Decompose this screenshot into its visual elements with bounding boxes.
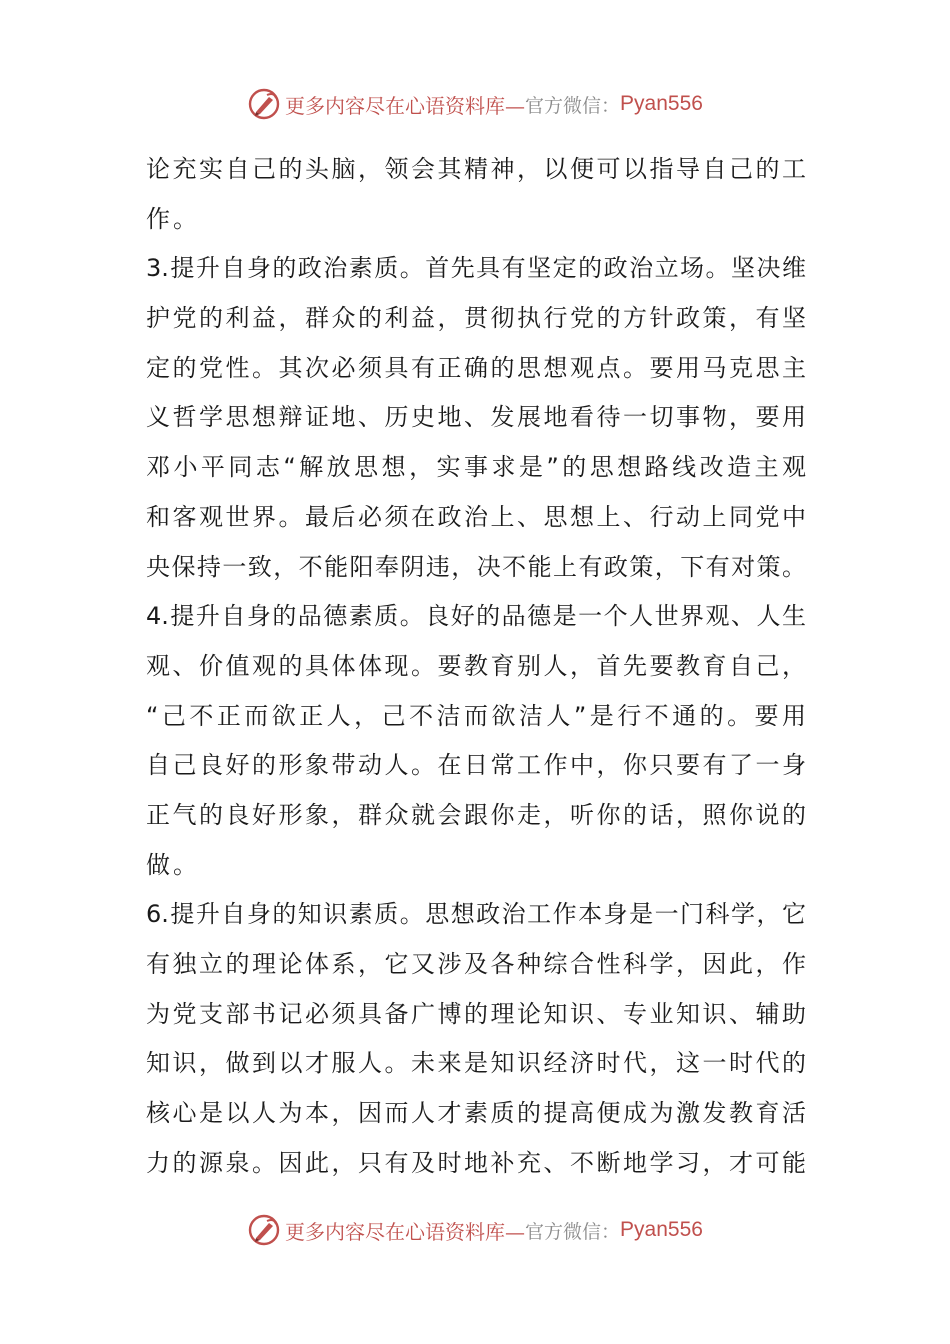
body-line: 有独立的理论体系，它又涉及各种综合性科学，因此，作 bbox=[146, 950, 806, 978]
header-wechat-id: Pyan556 bbox=[620, 92, 703, 115]
header-banner-text: 更多内容尽在心语资料库— bbox=[285, 93, 526, 118]
footer-wechat-id: Pyan556 bbox=[620, 1218, 703, 1241]
body-line: “己不正而欲正人，己不洁而欲洁人”是行不通的。要用 bbox=[146, 701, 806, 730]
footer-wechat-label: 官方微信： bbox=[525, 1220, 621, 1243]
body-line: 为党支部书记必须具备广博的理论知识、专业知识、辅助 bbox=[146, 999, 806, 1028]
body-line: 邓小平同志“解放思想，实事求是”的思想路线改造主观 bbox=[146, 453, 806, 482]
pen-logo-icon bbox=[247, 87, 281, 121]
body-line: 义哲学思想辩证地、历史地、发展地看待一切事物，要用 bbox=[146, 403, 806, 432]
document-body bbox=[146, 145, 806, 1188]
body-line: 作。 bbox=[146, 204, 200, 233]
body-line: 知识，做到以才服人。未来是知识经济时代，这一时代的 bbox=[146, 1049, 806, 1078]
body-line: 6.提升自身的知识素质。思想政治工作本身是一门科学，它 bbox=[146, 900, 806, 929]
body-line: 观、价值观的具体体现。要教育别人，首先要教育自己， bbox=[146, 651, 806, 680]
footer-banner bbox=[0, 1210, 950, 1250]
pen-logo-icon bbox=[247, 1213, 281, 1247]
body-line: 论充实自己的头脑，领会其精神，以便可以指导自己的工 bbox=[146, 155, 806, 183]
header-banner bbox=[0, 84, 950, 124]
body-line: 自己良好的形象带动人。在日常工作中，你只要有了一身 bbox=[146, 751, 806, 780]
body-line: 护党的利益，群众的利益，贯彻执行党的方针政策，有坚 bbox=[146, 304, 806, 333]
header-wechat-label: 官方微信： bbox=[525, 94, 621, 117]
body-line: 做。 bbox=[146, 850, 200, 879]
body-line: 定的党性。其次必须具有正确的思想观点。要用马克思主 bbox=[146, 353, 806, 382]
body-line: 力的源泉。因此，只有及时地补充、不断地学习，才可能 bbox=[146, 1148, 806, 1177]
body-line: 正气的良好形象，群众就会跟你走，听你的话，照你说的 bbox=[146, 800, 806, 829]
body-line: 核心是以人为本，因而人才素质的提高便成为激发教育活 bbox=[146, 1099, 806, 1128]
body-line: 4.提升自身的品德素质。良好的品德是一个人世界观、人生 bbox=[146, 602, 806, 631]
body-line: 央保持一致，不能阳奉阴违，决不能上有政策，下有对策。 bbox=[146, 552, 806, 581]
body-line: 3.提升自身的政治素质。首先具有坚定的政治立场。坚决维 bbox=[146, 254, 806, 283]
footer-banner-text: 更多内容尽在心语资料库— bbox=[285, 1219, 526, 1244]
body-line: 和客观世界。最后必须在政治上、思想上、行动上同党中 bbox=[146, 502, 806, 531]
